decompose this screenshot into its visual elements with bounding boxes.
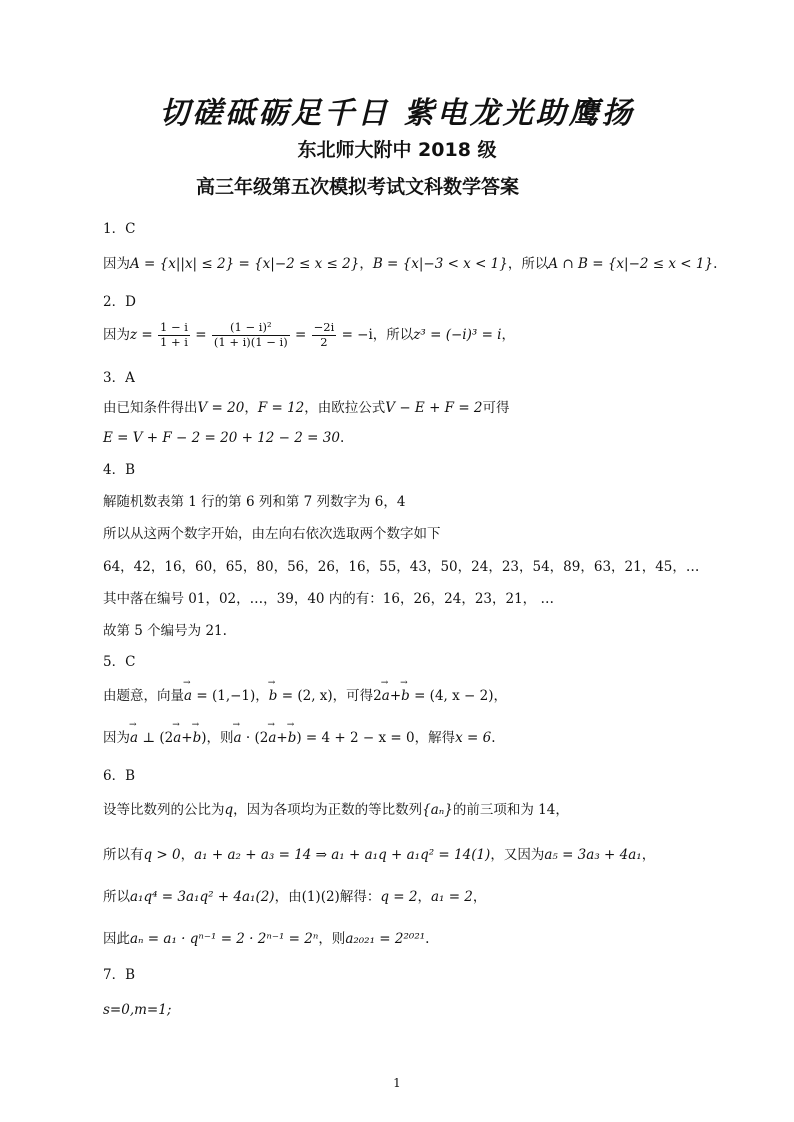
q5-number: 5．C (103, 654, 136, 670)
school-name: 东北师大附中 2018 级 (297, 139, 497, 161)
page-number: 1 (393, 1076, 401, 1090)
q6-line4: 因此aₙ = a₁ · qⁿ⁻¹ = 2 · 2ⁿ⁻¹ = 2ⁿ，则a₂₀₂₁ = 2²⁰²¹. (103, 931, 430, 947)
q4-line5: 故第 5 个编号为 21. (103, 623, 227, 639)
q3-solution-line2: E = V + F − 2 = 20 + 12 − 2 = 30. (103, 430, 345, 446)
q4-line1: 解随机数表第 1 行的第 6 列和第 7 列数字为 6，4 (103, 494, 406, 510)
q6-number: 6．B (103, 768, 136, 784)
q7-line1: s=0,m=1; (103, 1002, 172, 1018)
q3-number: 3．A (103, 370, 135, 386)
q7-number: 7．B (103, 967, 136, 983)
q6-line1: 设等比数列的公比为q，因为各项均为正数的等比数列{aₙ}的前三项和为 14， (103, 802, 569, 818)
q3-solution-line1: 由已知条件得出V = 20，F = 12，由欧拉公式V − E + F = 2可得 (103, 400, 510, 416)
q1-number: 1．C (103, 221, 136, 237)
school-motto: 切磋砥砺足千日 紫电龙光助鹰扬 (159, 96, 635, 131)
fraction: $\frac{\text{(1 − i)²}}{(1 + i)(1 - i)}$ (213, 320, 288, 349)
q1-solution: 因为A = {x||x| ≤ 2} = {x|−2 ≤ x ≤ 2}，B = {x|−3 < x < 1}，所以A ∩ B = {x|−2 ≤ x < 1}. (103, 256, 718, 272)
q4-line3: 64，42，16，60，65，80，56，26，16，55，43，50，24，23，54，89，63，21，45，… (103, 559, 700, 575)
q6-line2: 所以有q > 0，a₁ + a₂ + a₃ = 14 ⇒ a₁ + a₁q + a₁q² = 14(1)，又因为a₅ = 3a₃ + 4a₁， (103, 847, 656, 863)
fraction: $\frac{1 - i}{1 + i}$ (160, 320, 188, 349)
q2-solution: 因为z = $\frac{1 - i}{1 + i}$ = $\frac{\text{(1 − i)²}}{(1 + i)(1 - i)}$ = $\frac{-2i}{2}$ = −i，所以z³ = (−i)³ = i， (103, 320, 516, 349)
document-title: 高三年级第五次模拟考试文科数学答案 (196, 176, 520, 198)
q4-number: 4．B (103, 462, 136, 478)
q2-number: 2．D (103, 294, 136, 310)
q4-line4: 其中落在编号 01，02，…，39，40 内的有：16，26，24，23，21， … (103, 591, 554, 607)
q5-line2: 因为→ a ⊥ (2→ a+→ b)，则→ a · (2→ a+→ b) = 4 + 2 − x = 0，解得x = 6. (103, 730, 495, 746)
q4-line2: 所以从这两个数字开始，由左向右依次选取两个数字如下 (103, 526, 441, 542)
q5-line1: 由题意，向量→ a = (1,−1)，→ b = (2, x)，可得2→ a+→ b = (4, x − 2)， (103, 688, 507, 704)
fraction: $\frac{-2i}{2}$ (313, 320, 335, 349)
q6-line3: 所以a₁q⁴ = 3a₁q² + 4a₁(2)，由(1)(2)解得：q = 2，a₁ = 2， (103, 889, 487, 905)
